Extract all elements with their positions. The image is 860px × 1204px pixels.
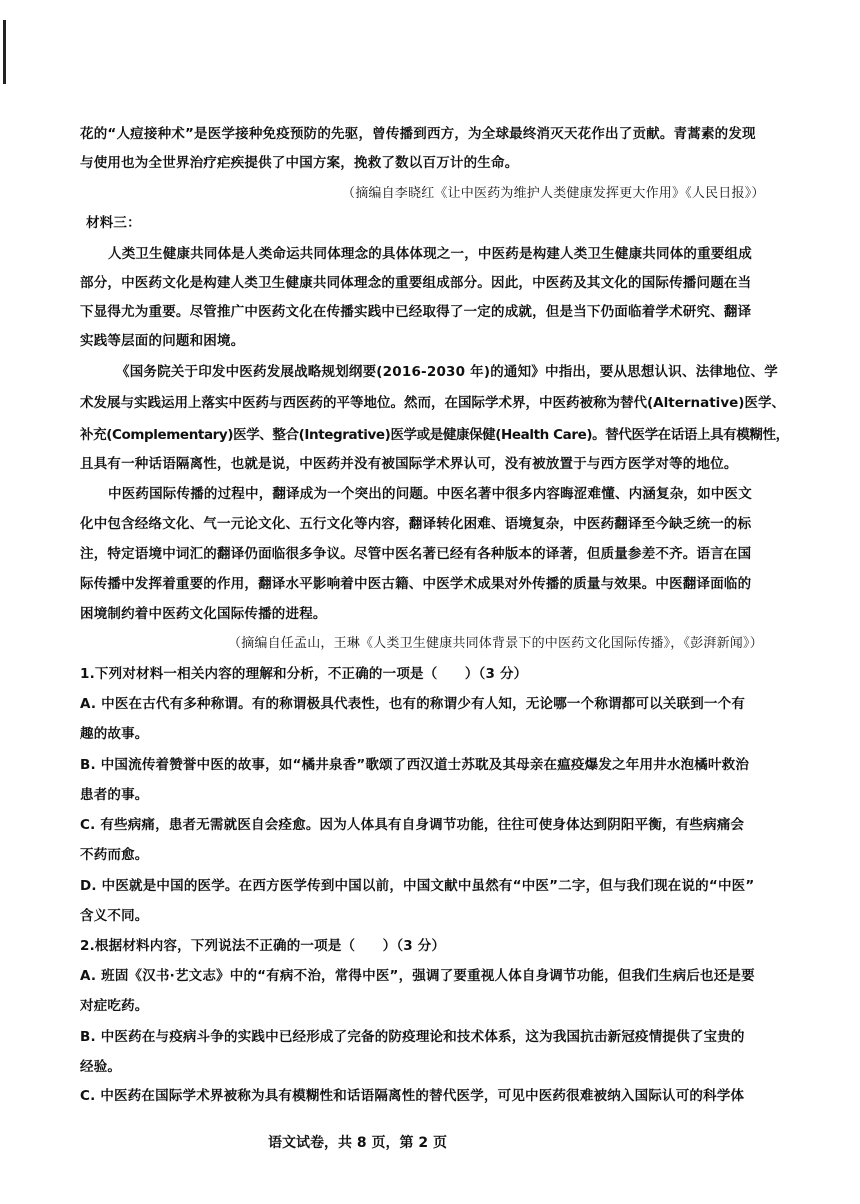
material3-source: （摘编自任孟山，王琳《人类卫生健康共同体背景下的中医药文化国际传播》，《彭湃新闻》） [228, 636, 763, 651]
material2-source: （摘编自李晓红《让中医药为维护人类健康发挥更大作用》《人民日报》） [342, 186, 765, 201]
q1-option-c-line-2: 不药而愈。 [80, 847, 149, 863]
q2-option-b-line-2: 经验。 [80, 1059, 122, 1075]
q1-option-b-line-2: 患者的事。 [80, 787, 149, 803]
material3-p2-line-1: 《国务院关于印发中医药发展战略规划纲要(2016-2030 年)的通知》中指出，要从思想认识、法律地位、学 [116, 364, 778, 380]
material3-p3-line-3: 注，特定语境中词汇的翻译仍面临很多争议。尽管中医名著已经有各种版本的译著，但质量参差不齐。语言在国 [80, 546, 752, 562]
material3-p3-line-4: 际传播中发挥着重要的作用，翻译水平影响着中医古籍、中医学术成果对外传播的质量与效果。中医翻译面临的 [80, 576, 752, 592]
q2-option-b-line-1: B. 中医药在与疫病斗争的实践中已经形成了完备的防疫理论和技术体系，这为我国抗击新冠疫情提供了宝贵的 [80, 1029, 745, 1045]
material3-heading: 材料三： [86, 215, 141, 231]
page-footer: 语文试卷，共 8 页，第 2 页 [268, 1135, 447, 1151]
material3-p3-line-2: 化中包含经络文化、气一元论文化、五行文化等内容，翻译转化困难、语境复杂，中医药翻译至今缺乏统一的标 [80, 516, 752, 532]
material3-p1-line-4: 实践等层面的问题和困境。 [80, 333, 245, 349]
q2-option-a-line-1: A. 班固《汉书·艺文志》中的“有病不治，常得中医”，强调了要重视人体自身调节功能，但我们生病后也还是要 [80, 968, 755, 984]
q1-option-c-line-1: C. 有些病痛，患者无需就医自会痊愈。因为人体具有自身调节功能，往往可使身体达到阴阳平衡，有些病痛会 [80, 817, 745, 833]
q1-option-a-line-1: A. 中医在古代有多种称谓。有的称谓极具代表性，也有的称谓少有人知，无论哪一个称谓都可以关联到一个有 [80, 696, 746, 712]
material3-p3-line-5: 困境制约着中医药文化国际传播的进程。 [80, 606, 327, 622]
material3-p2-line-2: 术发展与实践运用上落实中医药与西医药的平等地位。然而，在国际学术界，中医药被称为替代(Alternative)医学、 [80, 395, 785, 411]
q2-option-a-line-2: 对症吃药。 [80, 998, 149, 1014]
q1-option-d-line-2: 含义不同。 [80, 908, 149, 924]
material3-p1-line-1: 人类卫生健康共同体是人类命运共同体理念的具体体现之一，中医药是构建人类卫生健康共同体的重要组成 [108, 246, 752, 262]
material2-line-1: 花的“人痘接种术”是医学接种免疫预防的先驱，曾传播到西方，为全球最终消灭天花作出了贡献。青蒿素的发现 [80, 126, 756, 142]
q1-option-d-line-1: D. 中医就是中国的医学。在西方医学传到中国以前，中国文献中虽然有“中医”二字，但与我们现在说的“中医” [80, 878, 755, 894]
q2-option-c-line-1: C. 中医药在国际学术界被称为具有模糊性和话语隔离性的替代医学，可见中医药很难被纳入国际认可的科学体 [80, 1088, 745, 1104]
question-2-stem: 2.根据材料内容，下列说法不正确的一项是（ ）（3 分） [80, 938, 446, 954]
material3-p1-line-3: 下显得尤为重要。尽管推广中医药文化在传播实践中已经取得了一定的成就，但是当下仍面临着学术研究、翻译 [80, 304, 752, 320]
material2-line-2: 与使用也为全世界治疗疟疾提供了中国方案，挽救了数以百万计的生命。 [80, 155, 519, 171]
material3-p2-line-4: 且具有一种话语隔离性，也就是说，中医药并没有被国际学术界认可，没有被放置于与西方医学对等的地位。 [80, 456, 738, 472]
material3-p3-line-1: 中医药国际传播的过程中，翻译成为一个突出的问题。中医名著中很多内容晦涩难懂、内涵复杂，如中医文 [108, 486, 752, 502]
material3-p1-line-2: 部分，中医药文化是构建人类卫生健康共同体理念的重要组成部分。因此，中医药及其文化的国际传播问题在当 [80, 275, 752, 291]
question-1-stem: 1.下列对材料一相关内容的理解和分析，不正确的一项是（ ）（3 分） [80, 666, 528, 682]
q1-option-a-line-2: 趣的故事。 [80, 726, 149, 742]
q1-option-b-line-1: B. 中国流传着赞誉中医的故事，如“橘井泉香”歌颂了西汉道士苏耽及其母亲在瘟疫爆发之年用井水泡橘叶救治 [80, 757, 750, 773]
material3-p2-line-3: 补充(Complementary)医学、整合(Integrative)医学或是健康保健(Health Care)。替代医学在话语上具有模糊性， [80, 427, 789, 443]
